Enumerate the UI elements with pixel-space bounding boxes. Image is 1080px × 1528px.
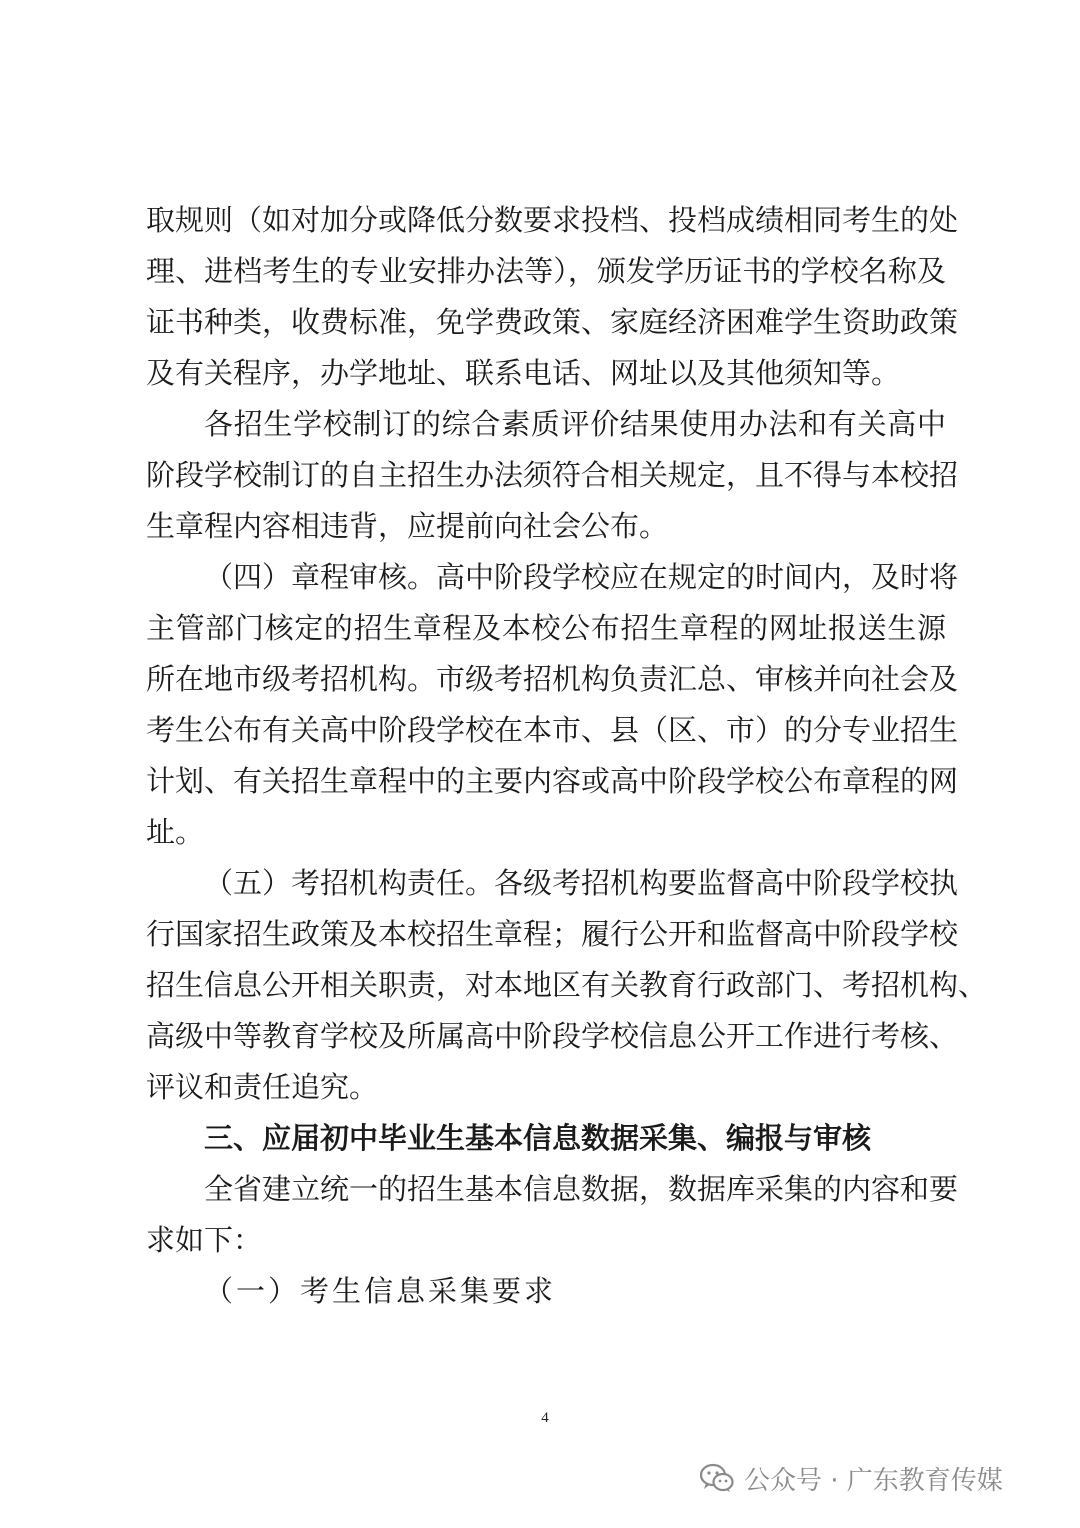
paragraph-first-line: 各招生学校制订的综合素质评价结果使用办法和有关高中 (204, 407, 946, 441)
body-text-line: 评议和责任追究。 (146, 1070, 379, 1104)
paragraph-first-line: 全省建立统一的招生基本信息数据，数据库采集的内容和要 (204, 1172, 959, 1206)
body-text-line: 行国家招生政策及本校招生章程；履行公开和监督高中阶段学校 (146, 917, 959, 951)
section-heading: 三、应届初中毕业生基本信息数据采集、编报与审核 (204, 1121, 872, 1155)
body-text-line: 所在地市级考招机构。市级考招机构负责汇总、审核并向社会及 (146, 662, 959, 696)
body-text-line: 求如下： (146, 1223, 263, 1257)
watermark (700, 1458, 1003, 1498)
body-text-line: 证书种类，收费标准，免学费政策、家庭经济困难学生资助政策 (146, 305, 959, 339)
watermark-text: 公众号 · 广东教育传媒 (744, 1465, 1003, 1496)
wechat-icon (700, 1463, 734, 1493)
body-text-line: 及有关程序，办学地址、联系电话、网址以及其他须知等。 (146, 356, 901, 390)
subsection-heading: （一）考生信息采集要求 (204, 1274, 557, 1308)
body-text-line: 取规则（如对加分或降低分数要求投档、投档成绩相同考生的处 (146, 203, 959, 237)
body-text-line: 招生信息公开相关职责，对本地区有关教育行政部门、考招机构、 (146, 968, 988, 1002)
paragraph-first-line: （五）考招机构责任。各级考招机构要监督高中阶段学校执 (204, 866, 959, 900)
page-number: 4 (541, 1410, 549, 1426)
body-text-line: 址。 (146, 815, 205, 849)
body-text-line: 主管部门核定的招生章程及本校公布招生章程的网址报送生源 (146, 611, 946, 645)
body-text-line: 理、进档考生的专业安排办法等），颁发学历证书的学校名称及 (146, 254, 946, 288)
body-text-line: 计划、有关招生章程中的主要内容或高中阶段学校公布章程的网 (146, 764, 959, 798)
body-text-line: 阶段学校制订的自主招生办法须符合相关规定，且不得与本校招 (146, 458, 959, 492)
body-text-line: 高级中等教育学校及所属高中阶段学校信息公开工作进行考核、 (146, 1019, 959, 1053)
body-text-line: 生章程内容相违背，应提前向社会公布。 (146, 509, 669, 543)
body-text-line: 考生公布有关高中阶段学校在本市、县（区、市）的分专业招生 (146, 713, 959, 747)
paragraph-first-line: （四）章程审核。高中阶段学校应在规定的时间内，及时将 (204, 560, 959, 594)
